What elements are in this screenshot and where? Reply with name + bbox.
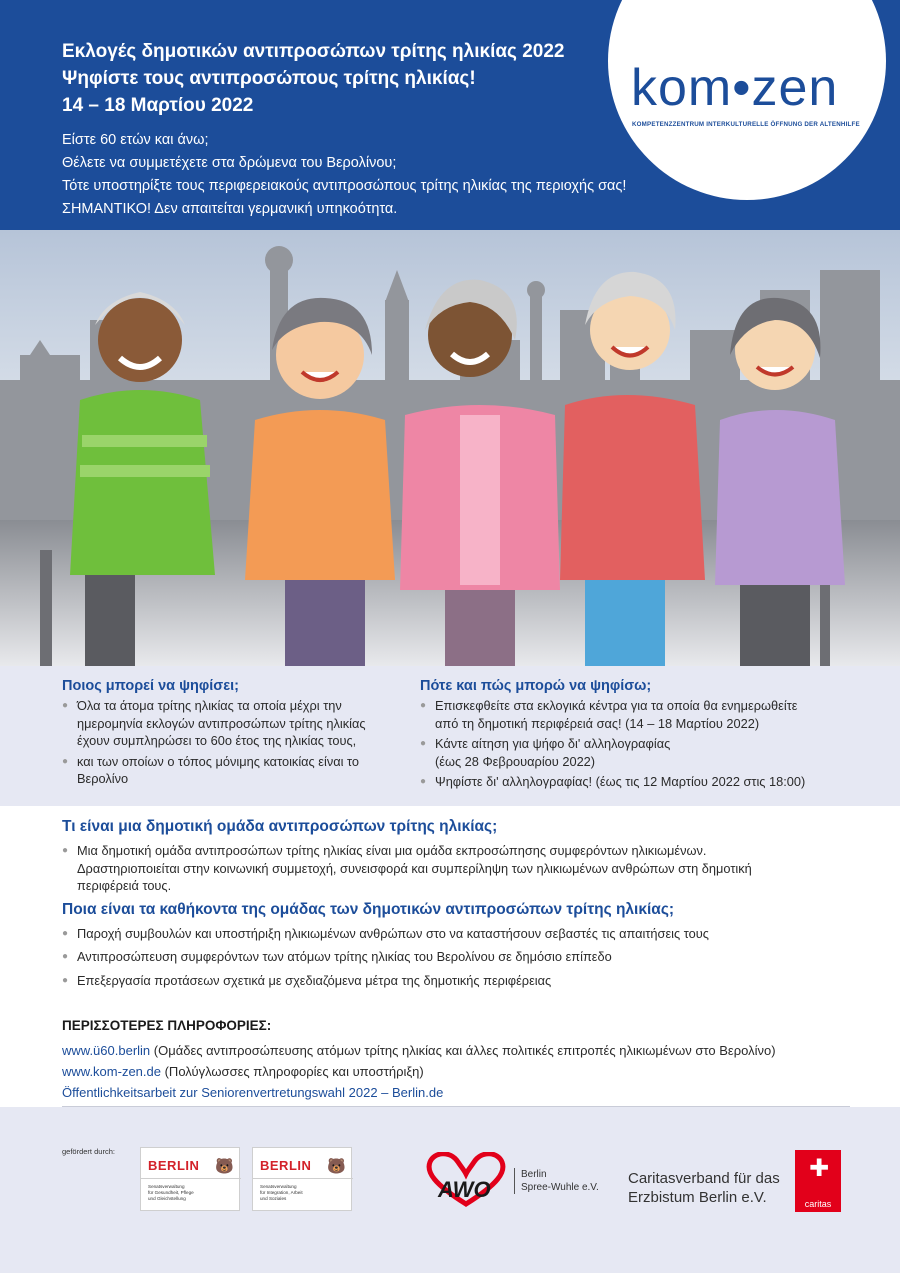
group-list [62,842,882,895]
list-item [420,735,890,770]
sponsor-line: und Soziales [260,1196,287,1201]
seniors-illustration [0,230,900,666]
sponsor-subtext [260,1184,303,1202]
footer-sponsors [0,1107,900,1273]
list-item-line: Βερολίνο [77,771,129,786]
berlin-bear-icon: 🐻 [327,1158,346,1175]
komzen-logo-subtitle: KOMPETENZZENTRUM INTERKULTURELLE ÖFFNUNG DER ALTENHILFE [632,121,860,128]
when-how-vote-heading: Πότε και πώς μπορώ να ψηφίσω; [420,678,652,694]
title-line: Ψηφίστε τους αντιπροσώπους τρίτης ηλικίας! [62,68,476,89]
list-item-line: ● Παροχή συμβουλών και υποστήριξη ηλικιωμένων ανθρώπων στο να καταστήσουν σεβαστές τις απαιτήσεις τους [77,925,709,941]
list-item [62,842,882,895]
sponsor-line: und Gleichstellung [148,1196,186,1201]
intro-line: Τότε υποστηρίξτε τους περιφερειακούς αντιπροσώπους τρίτης ηλικίας της περιοχής σας! [62,178,627,194]
info-section [62,818,882,995]
caritas-badge-text: caritas [804,1199,832,1209]
berlin-wordmark: BERLIN [260,1158,312,1173]
list-item-line: ● Ψηφίστε δι' αλληλογραφίας! (έως τις 12 Μαρτίου 2022 στις 18:00) [435,774,806,789]
list-item-line: ● Επεξεργασία προτάσεων σχετικά με σχεδιαζόμενα μέτρα της δημοτικής περιφέρειας [77,972,552,988]
list-item-line: Δραστηριοποιείται στην κοινωνική συμμετοχή, συνεισφορά και συμπερίληψη των ηλικιωμένων ανθρώπων στη δημοτική [77,860,752,876]
who-can-vote-list [62,697,392,788]
list-item-line: ● Όλα τα άτομα τρίτης ηλικίας τα οποία μέχρι την [77,698,342,713]
list-item [420,773,890,791]
list-item-line: ● και των οποίων ο τόπος μόνιμης κατοικίας είναι το [77,753,360,769]
list-item-line: ● Αντιπροσώπευση συμφερόντων των ατόμων τρίτης ηλικίας του Βερολίνου σε δημόσιο επίπεδο [77,949,612,964]
awo-line: Spree-Wuhle e.V. [521,1182,599,1193]
list-item-line: από τη δημοτική περιφέρειά σας! (14 – 18 Μαρτίου 2022) [435,715,760,731]
link-kom-zen[interactable]: www.kom-zen.de [62,1064,161,1079]
title-line: Εκλογές δημοτικών αντιπροσώπων τρίτης ηλικίας 2022 [62,41,565,62]
list-item-line: έχουν συμπληρώσει το 60ο έτος της ηλικίας τους, [77,733,357,748]
awo-text [514,1168,599,1194]
list-item-line: ● Κάντε αίτηση για ψήφο δι' αλληλογραφίας [435,736,671,751]
caritas-text [628,1169,780,1207]
voting-info-band [0,666,900,806]
seniors-illustration-icon [0,230,900,666]
link-berlin-de[interactable]: Öffentlichkeitsarbeit zur Seniorenvertretungswahl 2022 – Berlin.de [62,1085,444,1100]
more-info-line [62,1061,776,1082]
komzen-logo: kom•zen [631,59,839,117]
list-item-line: (έως 28 Φεβρουαρίου 2022) [435,753,596,769]
sponsor-line: für Gesundheit, Pflege [148,1190,194,1195]
berlin-senate-health-logo [140,1147,240,1211]
sponsor-line: Senatsverwaltung [260,1184,297,1189]
awo-logo [424,1152,508,1215]
caritas-cross-icon: ✚ [809,1155,830,1182]
intro-line: ΣΗΜΑΝΤΙΚΟ! Δεν απαιτείται γερμανική υπηκοότητα. [62,201,398,217]
caritas-line: Caritasverband für das [628,1170,780,1187]
intro-line: Είστε 60 ετών και άνω; [62,132,209,148]
tasks-list [62,925,882,990]
list-item-line: ημερομηνία εκλογών αντιπροσώπων τρίτης ηλικίας [77,715,366,731]
list-item [62,972,882,990]
when-how-vote-list [420,697,890,791]
more-info-line [62,1082,776,1103]
berlin-wordmark: BERLIN [148,1158,200,1173]
header-banner [0,0,900,230]
group-heading: Τι είναι μια δημοτική ομάδα αντιπροσώπων τρίτης ηλικίας; [62,818,498,835]
berlin-senate-integration-logo [252,1147,352,1211]
divider [141,1178,241,1179]
list-item [420,697,890,732]
link-description: (Ομάδες αντιπροσώπευσης ατόμων τρίτης ηλικίας και άλλες πολιτικές επιτροπές ηλικιωμένων στο Βερολίνο) [150,1043,776,1058]
divider [253,1178,353,1179]
sponsor-line: Senatsverwaltung [148,1184,185,1189]
list-item [62,697,392,750]
more-info-line [62,1040,776,1061]
sponsor-line: für Integration, Arbeit [260,1190,303,1195]
intro-text [62,129,626,221]
title-line: 14 – 18 Μαρτίου 2022 [62,95,254,116]
link-ue60-berlin[interactable]: www.ü60.berlin [62,1043,151,1058]
tasks-heading: Ποια είναι τα καθήκοντα της ομάδας των δημοτικών αντιπροσώπων τρίτης ηλικίας; [62,900,675,918]
berlin-bear-icon: 🐻 [215,1158,234,1175]
list-item [62,925,882,943]
list-item-line: περιφέρειά τους. [77,878,172,893]
list-item-line: ● Επισκεφθείτε στα εκλογικά κέντρα για τα οποία θα ενημερωθείτε [435,698,798,713]
sponsor-subtext [148,1184,194,1202]
list-item [62,948,882,966]
when-how-vote-section [420,678,890,794]
intro-line: Θέλετε να συμμετέχετε στα δρώμενα του Βερολίνου; [62,155,397,171]
awo-line: Berlin [521,1169,547,1180]
link-description: (Πολύγλωσσες πληροφορίες και υποστήριξη) [160,1064,424,1079]
who-can-vote-heading: Ποιος μπορεί να ψηφίσει; [62,678,239,694]
caritas-line: Erzbistum Berlin e.V. [628,1189,767,1206]
awo-heart-icon [424,1152,508,1210]
list-item [62,753,392,788]
caritas-logo [795,1150,841,1212]
who-can-vote-section [62,678,392,791]
awo-wordmark: AWO [438,1177,491,1202]
funded-by-label: gefördert durch: [62,1147,115,1156]
list-item-line: ● Μια δημοτική ομάδα αντιπροσώπων τρίτης ηλικίας είναι μια ομάδα εκπροσώπησης συμφερόντων ηλικιωμένων. [77,843,707,858]
poster-title [62,38,565,119]
more-info-heading: ΠΕΡΙΣΣΟΤΕΡΕΣ ΠΛΗΡΟΦΟΡΙΕΣ: [62,1018,272,1033]
more-info-section [62,1015,776,1103]
